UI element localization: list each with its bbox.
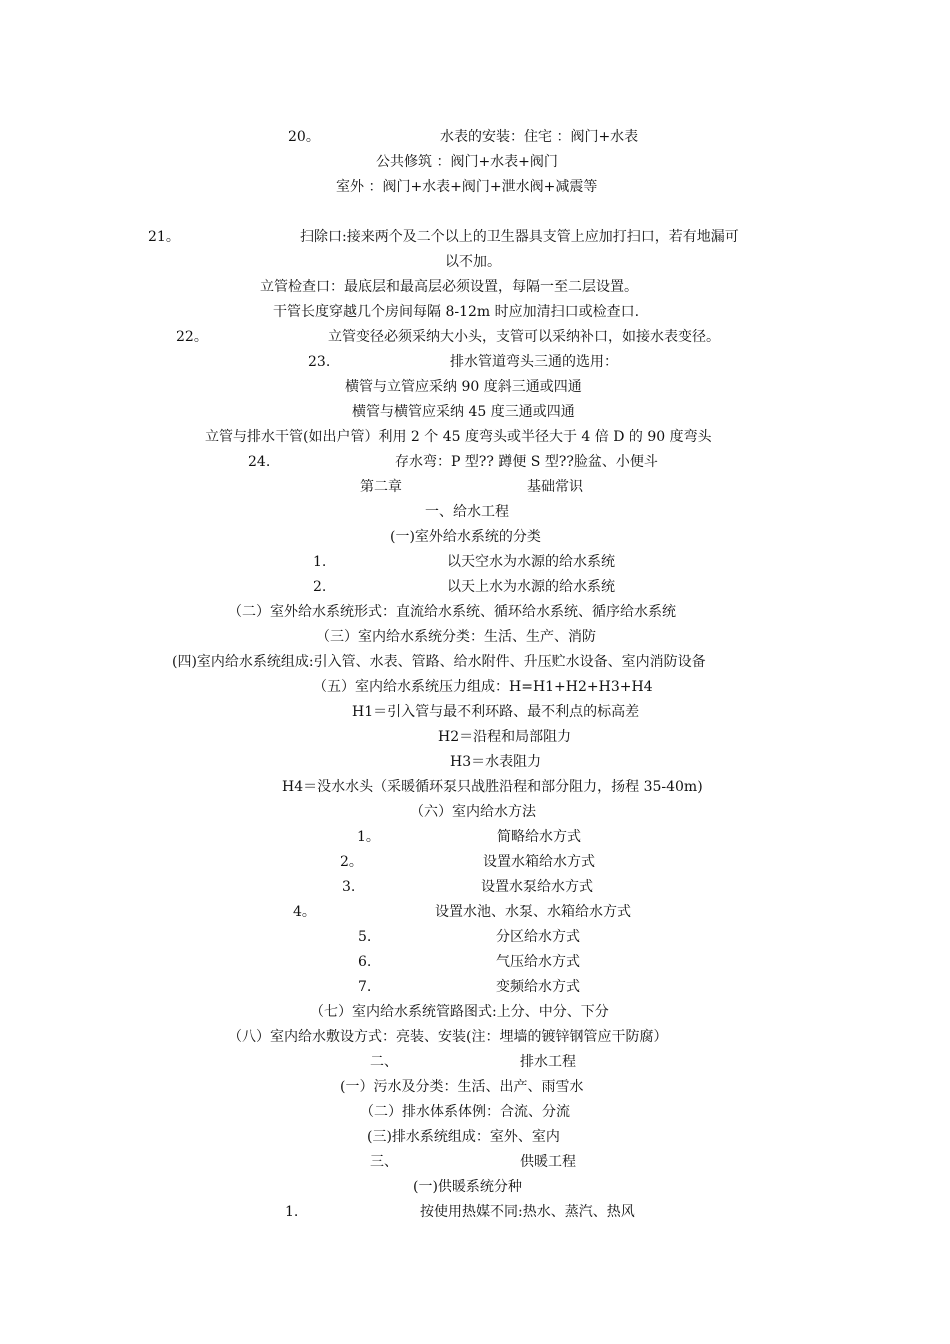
text-line: 设置水泵给水方式 (481, 879, 593, 895)
item-number: 24. (248, 454, 271, 470)
section-number: 二、 (370, 1054, 398, 1070)
subsection-heading: （二）排水体系体例：合流、分流 (360, 1104, 570, 1120)
text-line: 分区给水方式 (496, 929, 580, 945)
text-line: 变频给水方式 (496, 979, 580, 995)
subsection-heading: (一）污水及分类：生活、出产、雨雪水 (340, 1079, 584, 1095)
text-line: 以不加。 (445, 254, 501, 270)
text-line: 立管变径必须采纳大小头，支管可以采纳补口，如接水表变径。 (328, 329, 720, 345)
subsection-heading: (一)室外给水系统的分类 (390, 529, 541, 545)
item-number: 3. (342, 879, 356, 895)
item-number: 1. (285, 1204, 299, 1220)
chapter-title: 基础常识 (527, 479, 583, 495)
text-line: 以天上水为水源的给水系统 (447, 579, 615, 595)
item-number: 6. (358, 954, 372, 970)
text-line: 水表的安装：住宅 ：阀门+水表 (440, 129, 639, 145)
section-heading: 供暖工程 (520, 1154, 576, 1170)
text-line: 气压给水方式 (496, 954, 580, 970)
text-line: 排水管道弯头三通的选用： (450, 354, 618, 370)
text-line: 横管与横管应采纳 45 度三通或四通 (352, 404, 575, 420)
item-number: 22。 (176, 329, 208, 345)
item-number: 7. (358, 979, 372, 995)
subsection-heading: （八）室内给水敷设方式：亮装、安装(注：埋墙的镀锌钢管应干防腐） (228, 1029, 668, 1045)
text-line: 立管检查口：最底层和最高层必须设置，每隔一至二层设置。 (260, 279, 638, 295)
text-line: 简略给水方式 (497, 829, 581, 845)
subsection-heading: （二）室外给水系统形式：直流给水系统、循环给水系统、循序给水系统 (228, 604, 676, 620)
subsection-heading: （七）室内给水系统管路图式:上分、中分、下分 (310, 1004, 609, 1020)
text-line: 公共修筑 ：阀门+水表+阀门 (376, 154, 558, 170)
subsection-heading: (四)室内给水系统组成:引入管、水表、管路、给水附件、升压贮水设备、室内消防设备 (172, 654, 706, 670)
subsection-heading: (一)供暖系统分种 (413, 1179, 522, 1195)
item-number: 5. (358, 929, 372, 945)
section-heading: 一、给水工程 (425, 504, 509, 520)
text-line: 存水弯：P 型?? 蹲便 S 型??脸盆、小便斗 (395, 454, 658, 470)
section-number: 三、 (370, 1154, 398, 1170)
text-line: 以天空水为水源的给水系统 (447, 554, 615, 570)
text-line: H4＝没水水头（采暖循环泵只战胜沿程和部分阻力，扬程 35-40m) (282, 779, 703, 795)
subsection-heading: (三)排水系统组成：室外、室内 (367, 1129, 560, 1145)
text-line: 室外 ：阀门+水表+阀门+泄水阀+减震等 (336, 179, 598, 195)
text-line: 立管与排水干管(如出户管）利用 2 个 45 度弯头或半径大于 4 倍 D 的 90 度弯头 (205, 429, 712, 445)
subsection-heading: （五）室内给水系统压力组成：H=H1+H2+H3+H4 (313, 679, 653, 695)
item-number: 23. (308, 354, 331, 370)
item-number: 1。 (357, 829, 380, 845)
text-line: 按使用热媒不同:热水、蒸汽、热风 (420, 1204, 635, 1220)
item-number: 1. (313, 554, 327, 570)
subsection-heading: （三）室内给水系统分类：生活、生产、消防 (316, 629, 596, 645)
text-line: 设置水池、水泵、水箱给水方式 (435, 904, 631, 920)
text-line: 干管长度穿越几个房间每隔 8-12m 时应加清扫口或检查口. (273, 304, 640, 320)
item-number: 4。 (293, 904, 316, 920)
section-heading: 排水工程 (520, 1054, 576, 1070)
text-line: 扫除口:接来两个及二个以上的卫生器具支管上应加打扫口，若有地漏可 (300, 229, 739, 245)
item-number: 2。 (340, 854, 363, 870)
chapter-number: 第二章 (360, 479, 402, 495)
text-line: H1＝引入管与最不利环路、最不利点的标高差 (352, 704, 640, 720)
item-number: 20。 (288, 129, 320, 145)
item-number: 2. (313, 579, 327, 595)
text-line: H2＝沿程和局部阻力 (438, 729, 572, 745)
text-line: 横管与立管应采纳 90 度斜三通或四通 (345, 379, 582, 395)
text-line: H3＝水表阻力 (450, 754, 542, 770)
subsection-heading: （六）室内给水方法 (410, 804, 536, 820)
item-number: 21。 (148, 229, 180, 245)
text-line: 设置水箱给水方式 (483, 854, 595, 870)
